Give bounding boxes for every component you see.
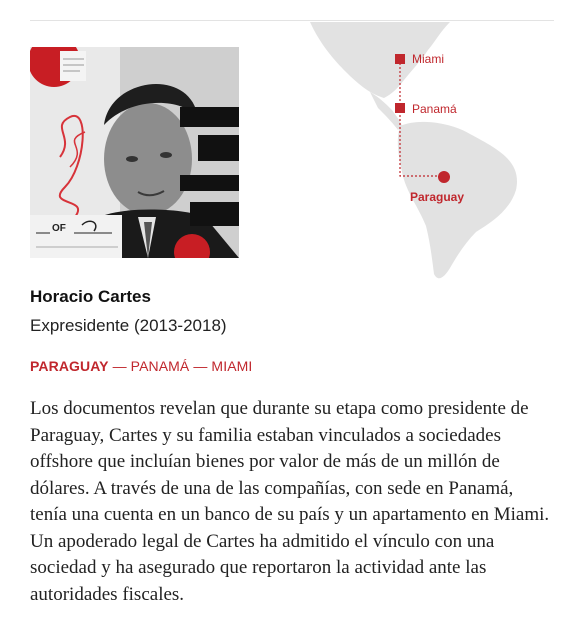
route-destinations: — PANAMÁ — MIAMI [108, 358, 253, 374]
person-name: Horacio Cartes [30, 287, 151, 306]
route-origin: PARAGUAY [30, 358, 109, 374]
paraguay-marker [438, 171, 450, 183]
map-label-paraguay: Paraguay [410, 190, 465, 204]
miami-marker [395, 54, 405, 64]
panama-marker [395, 103, 405, 113]
top-divider [30, 20, 554, 21]
route-map [300, 22, 540, 282]
portrait-image [30, 47, 239, 258]
article-body: Los documentos revelan que durante su etapa como presidente de Paraguay, Cartes y su familia estaban vinculados a sociedades offshore que incluían bienes por valor de más de un millón de dólares. A través de una de las compañías, con sede en Panamá, tenía una cuenta en un banco de su país y un apartamento en Miami. Un apoderado legal de Cartes ha admitido el vínculo con una sociedad y ha asegurado que reportaron la actividad ante las autoridades fiscales. [30, 398, 550, 605]
document-fragment-text: OF [52, 223, 66, 234]
map-label-panama: Panamá [412, 102, 457, 116]
route-summary [30, 358, 252, 374]
map-label-miami: Miami [412, 52, 444, 66]
person-role: Expresidente (2013-2018) [30, 316, 227, 335]
